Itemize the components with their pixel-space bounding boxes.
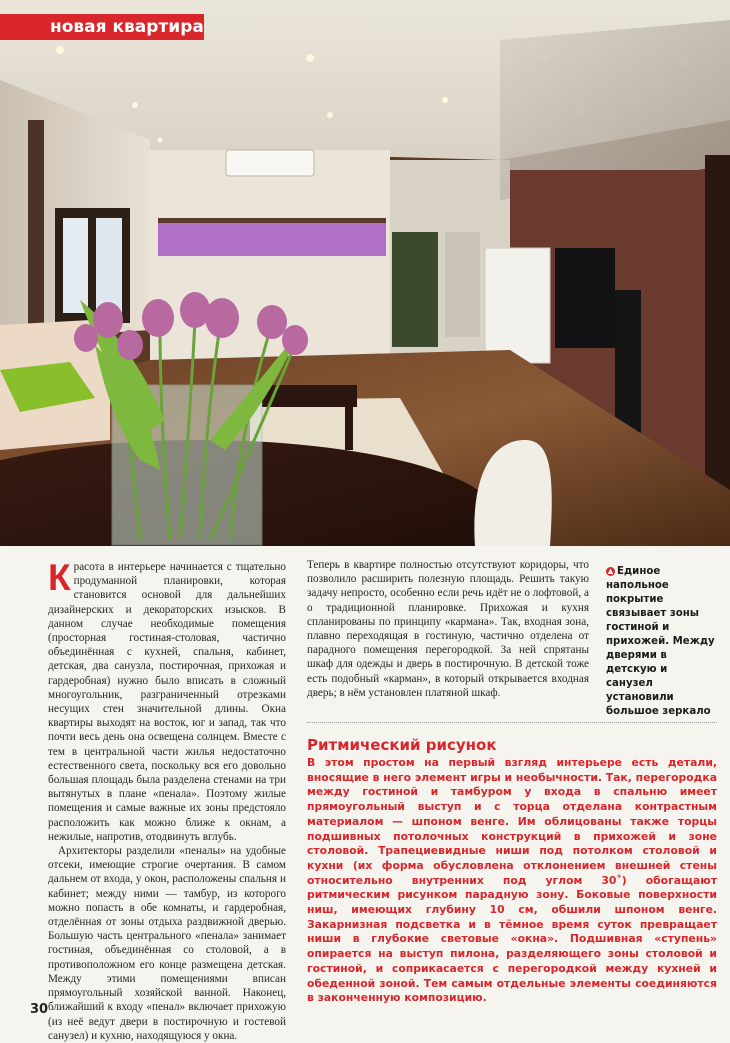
paragraph: Теперь в квартире полностью отсутствуют коридоры, что позволило расширить полезную площадь. Решить такую задачу непросто, особенно если речь идёт не о лофтовой, а о традиционной планировке. Прихожая и кухня спланированы по принципу «кармана». Так, входная зона, плавно переходящая в гостиную, частично отделена от парадного помещения перегородкой. За ней спрятаны шкаф для одежды и дверь в постирочную. В детской тоже есть подобный «карман», в который открывается входная дверь; в нём установлен платяной шкаф. [307,559,589,699]
column [28,120,44,330]
arrow-up-icon: ▲ [607,567,614,575]
paragraph: Архитекторы разделили «пеналы» на удобные отсеки, имеющие строгие очертания. В самом дальнем от входа, у окон, расположены спальня и кабинет; между ними — тамбур, из которого можно попасть в обе комнаты, и гардеробная, отделённая от зоны отдыха раздвижной дверью. Большую часть центрального «пенала» занимает гостиная, объединённая со столовой, а в противоположном его конце размещена детская. Между этими помещениями вписан прямоугольный хозяйской ванной. Наконец, ближайший к входу «пенал» включает прихожую (из неё ведут двери в постирочную и гостевой санузел) и кухню, находящуюся у окна. [48,845,286,1042]
tv-screen [555,248,615,348]
caption-text: Единое напольное покрытие связывает зоны гостиной и прихожей. Между дверями в детскую и санузел установили большое зеркало [606,566,715,717]
doorway [392,232,438,347]
white-cabinet [485,248,550,363]
drop-cap: К [48,557,71,598]
section-heading: Ритмический рисунок [307,736,497,754]
article-column-2 [307,558,589,700]
photo-caption [606,565,716,719]
highlight-text: В этом простом на первый взгляд интерьере есть детали, вносящие в него элемент игры и необычности. Так, перегородка между гостиной и тамбуром у входа в спальню имеет прямоугольный выступ и с торца отделана контрастным материалом — шпоном венге. Им облицованы также торцы подшивных потолочных конструкций в прихожей и зоне столовой. Трапециевидные ниши под потолком столовой и кухни (их форма обусловлена отклонением внешней стены относительно внутренних под углом 30˚) обогащают ритмическим рисунком парадную зону. Боковые поверхности ниш, имеющих глубину 10 см, обшили шпоном венге. Закарнизная подсветка и в тёмное время суток превращает ниши в глубокие световые «окна». Подшивная «ступень» опирается на выступ пилона, разделяющего зоны столовой и гостиной, и соприкасается с перегородкой между кухней и обеденной зоной. Тем самым отдельные элементы соединяются в законченную композицию. [307,756,717,1005]
article-column-1 [48,557,286,1043]
purple-niche [158,218,386,256]
section-tag: новая квартира [0,14,204,40]
section-divider [307,722,717,723]
page-number: 30 [30,1002,49,1017]
air-conditioner [226,150,314,176]
paragraph: Красота в интерьере начинается с тщательно продуманной планировки, которая становится основой для дальнейших дизайнерских и декораторских изысков. В данном случае необходимые помещения (просторная гостиная-столовая, частично объединённая с кухней, спальня, кабинет, детская, два санузла, постирочная, прихожая и гардеробная) нужно было вписать в сложный многоугольник, разграниченный отрезками несущих стен значительной длины. Окна квартиры выходят на восток, юг и запад, так что почти весь день она освещена солнцем. Вместе с тем в центральной части жилья недостаточно естественного света, поскольку вся его довольно большая площадь была разделена стенами на три вытянутых в плане «пенала». Поэтому жилые помещения и самые важные их зоны предстояло расположить как можно ближе к окнам, а нежилые, напротив, отодвинуть вглубь. [48,557,286,843]
